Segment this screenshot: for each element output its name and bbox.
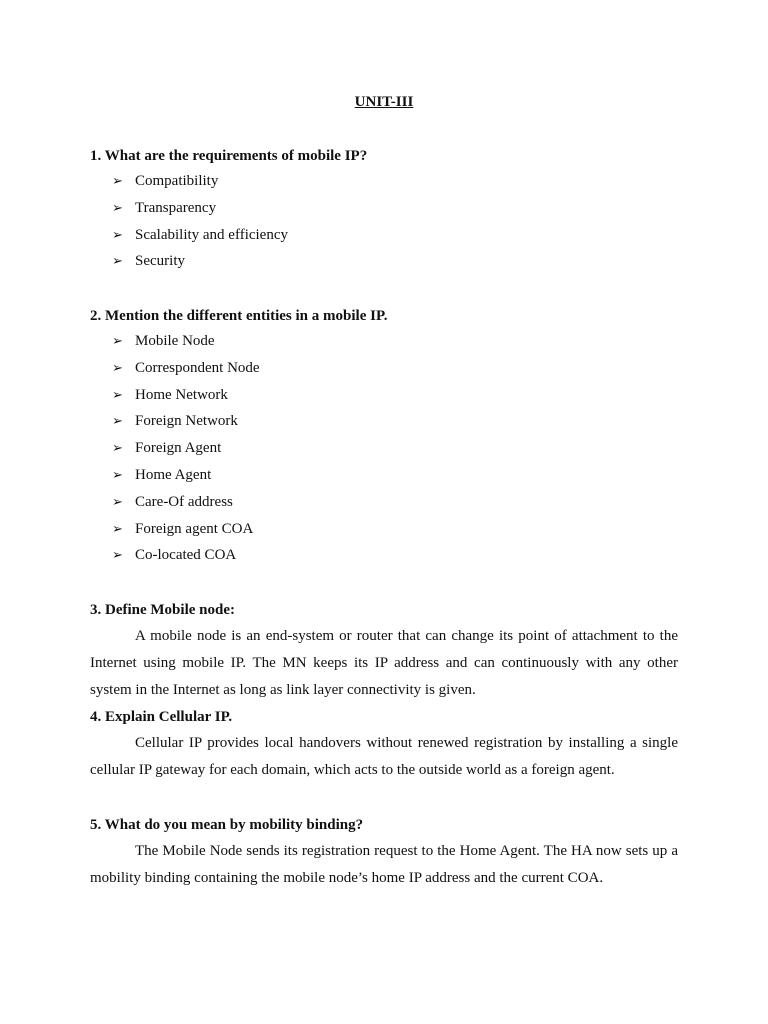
arrowhead-bullet-icon: ➢ [112,333,123,348]
list-item [90,194,678,221]
list-item-text: Home Agent [135,466,212,483]
arrowhead-bullet-icon: ➢ [112,386,123,402]
section-define-mobile-node [90,599,678,703]
section-requirements [90,145,678,274]
list-item-text: Compatibility [135,173,219,189]
section-heading: 3. Define Mobile node: [90,602,235,618]
arrowhead-bullet-icon: ➢ [112,547,123,563]
arrowhead-bullet-icon: ➢ [112,413,123,429]
list-item [90,221,678,248]
list-item-text: Mobile Node [135,333,215,349]
list-item-text: Scalability and efficiency [135,226,288,243]
section-heading: 4. Explain Cellular IP. [90,709,233,725]
arrowhead-bullet-icon: ➢ [112,199,123,215]
list-item [90,167,678,194]
arrowhead-bullet-icon: ➢ [112,173,123,188]
section-paragraph: Cellular IP provides local handovers without renewed registration by installing a single cellular IP gateway for each domain, which acts to the outside world as a foreign agent. [90,735,678,778]
list-item [90,381,678,408]
list-item [90,515,678,542]
arrowhead-bullet-icon: ➢ [112,253,123,269]
section-paragraph: The Mobile Node sends its registration request to the Home Agent. The HA now sets up a mobility binding containing the mobile node’s home IP address and the current COA. [90,843,678,886]
list-item [90,327,678,354]
list-item-text: Foreign agent COA [135,520,254,537]
unit-title-text: UNIT-III [354,94,414,110]
list-item [90,247,678,274]
section-heading: 5. What do you mean by mobility binding? [90,817,364,833]
arrowhead-bullet-icon: ➢ [112,520,123,536]
section-cellular-ip [90,706,678,784]
list-item [90,354,678,381]
list-item-text: Home Network [135,386,228,403]
list-item-text: Co-located COA [135,547,237,564]
arrowhead-bullet-icon: ➢ [112,466,123,482]
list-item [90,488,678,515]
list-item-text: Foreign Network [135,413,238,430]
section-heading: 1. What are the requirements of mobile IP? [90,148,368,164]
list-item [90,461,678,488]
arrowhead-bullet-icon: ➢ [112,493,123,509]
list-item-text: Foreign Agent [135,440,222,457]
section-entities [90,305,678,568]
bullet-list [90,327,678,568]
bullet-list [90,167,678,274]
list-item-text: Security [135,253,185,270]
arrowhead-bullet-icon: ➢ [112,440,123,456]
list-item [90,434,678,461]
section-heading: 2. Mention the different entities in a mobile IP. [90,308,388,324]
section-paragraph: A mobile node is an end-system or router that can change its point of attachment to the Internet using mobile IP. The MN keeps its IP address and can continuously with any other system in the Internet as long as link layer connectivity is given. [90,628,678,698]
arrowhead-bullet-icon: ➢ [112,359,123,375]
unit-title [0,91,768,113]
section-mobility-binding [90,814,678,892]
list-item-text: Transparency [135,199,217,216]
list-item [90,407,678,434]
list-item-text: Care-Of address [135,493,233,510]
arrowhead-bullet-icon: ➢ [112,226,123,242]
list-item [90,541,678,568]
list-item-text: Correspondent Node [135,359,260,376]
